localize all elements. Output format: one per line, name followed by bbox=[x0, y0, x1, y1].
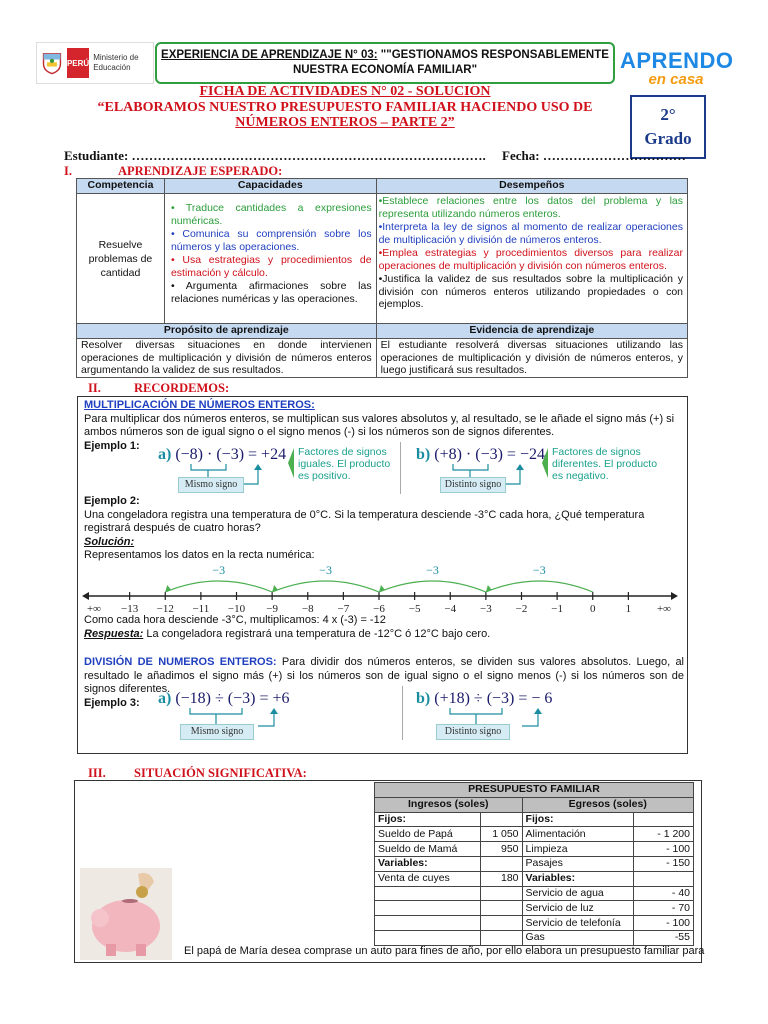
ej1-divider bbox=[400, 442, 401, 494]
budget-cell: -55 bbox=[634, 930, 694, 945]
student-line bbox=[64, 148, 686, 164]
number-line-label: −9 bbox=[266, 603, 278, 614]
number-line-label: −13 bbox=[121, 603, 139, 614]
table-row bbox=[375, 916, 694, 931]
number-line-label: −6 bbox=[373, 603, 385, 614]
capacidad-item: • Traduce cantidades a expresiones numéricas. bbox=[170, 202, 372, 227]
budget-cell: - 150 bbox=[634, 856, 694, 871]
ejemplo-2-label: Ejemplo 2: bbox=[84, 495, 140, 507]
budget-cell: 950 bbox=[480, 842, 522, 857]
budget-cell: Gas bbox=[522, 930, 634, 945]
table-row bbox=[375, 901, 694, 916]
jump-label: −3 bbox=[212, 563, 226, 577]
budget-cell: 180 bbox=[480, 871, 522, 886]
number-line-label: −1 bbox=[551, 603, 563, 614]
ficha-title-line3: NÚMEROS ENTEROS – PARTE 2” bbox=[235, 115, 455, 130]
competencia-cell: Resuelve problemas de cantidad bbox=[77, 194, 165, 324]
capacidad-item: • Usa estrategias y procedimientos de estimación y cálculo. bbox=[170, 254, 372, 279]
jump-arrowhead bbox=[379, 585, 385, 592]
jump-arc bbox=[165, 581, 272, 592]
section-2-title bbox=[88, 381, 229, 396]
ejemplo-2-text: Una congeladora registra una temperatura de 0°C. Si la temperatura desciende -3°C cada hora, ¿Qué temperatura registrará después de cuatro horas? bbox=[84, 508, 645, 534]
div-text: Para dividir dos números enteros, se dividen sus valores absolutos. Luego, al resultado le añadimos el signo más (+) si los números son de igual signo o el signo menos (-) si los números son de signos diferentes. bbox=[84, 656, 684, 695]
budget-cell: Limpieza bbox=[522, 842, 634, 857]
fecha-field[interactable]: Fecha: …………………………… bbox=[502, 148, 686, 163]
ej1a-note: Factores de signos iguales. El producto es positivo. bbox=[298, 446, 391, 482]
axis-arrow-right bbox=[671, 592, 678, 600]
header-desempenos: Desempeños bbox=[376, 179, 687, 194]
ejemplo-3-label: Ejemplo 3: bbox=[84, 696, 140, 709]
section-3-title bbox=[88, 766, 307, 781]
number-line bbox=[80, 562, 680, 614]
number-line-label: −11 bbox=[192, 603, 210, 614]
ejemplo-2-answer bbox=[84, 614, 684, 641]
jump-arrowhead bbox=[486, 585, 492, 592]
table-row bbox=[375, 886, 694, 901]
ej1b-note: Factores de signos diferentes. El producto es negativo. bbox=[552, 446, 658, 482]
ficha-title bbox=[62, 84, 628, 131]
ej1b-bracket-icon bbox=[540, 448, 550, 478]
desempeno-item: •Interpreta la ley de signos al momento de realizar operaciones de multiplicación y división de números enteros. bbox=[378, 221, 683, 246]
div-title: DIVISIÓN DE NUMEROS ENTEROS: bbox=[84, 656, 277, 668]
number-line-label: 1 bbox=[625, 603, 632, 614]
solucion-label: Solución: bbox=[84, 535, 135, 548]
section-1-num: I. bbox=[64, 164, 72, 178]
situacion-text: El papá de María desea comprase un auto para fines de año, por ello elabora un presupuesto familiar para bbox=[184, 945, 705, 957]
axis-arrow-left bbox=[82, 592, 89, 600]
ejemplo-1-label: Ejemplo 1: bbox=[84, 439, 140, 452]
budget-cell: - 40 bbox=[634, 886, 694, 901]
calc-text: Como cada hora desciende -3°C, multiplicamos: 4 x (-3) = -12 bbox=[84, 614, 386, 626]
budget-cell: Sueldo de Papá bbox=[375, 827, 481, 842]
piggy-bank-icon bbox=[80, 868, 172, 960]
respuesta-label: Respuesta: bbox=[84, 627, 144, 640]
aprendo-en-casa-logo bbox=[620, 50, 732, 87]
en-casa-text: en casa bbox=[648, 71, 704, 88]
ej3a-eq: (−18) ÷ (−3) = +6 bbox=[175, 690, 290, 707]
experiencia-title-1: ""GESTIONAMOS RESPONSABLEMENTE bbox=[377, 49, 609, 61]
ej1b-signo: Distinto signo bbox=[440, 477, 506, 493]
budget-cell: - 70 bbox=[634, 901, 694, 916]
desempeno-item: •Establece relaciones entre los datos del problema y las representa utilizando números enteros. bbox=[378, 195, 683, 220]
respuesta-text: La congeladora registrará una temperatura de -12°C ó 12°C bajo cero. bbox=[143, 627, 491, 640]
number-line-label: −8 bbox=[301, 603, 314, 614]
number-line-label: −3 bbox=[480, 603, 492, 614]
table-row bbox=[375, 842, 694, 857]
budget-cell: 1 050 bbox=[480, 827, 522, 842]
ej1a-signo: Mismo signo bbox=[178, 477, 244, 493]
budget-cell: - 100 bbox=[634, 842, 694, 857]
header-competencia: Competencia bbox=[77, 179, 165, 194]
jump-arc bbox=[486, 581, 593, 592]
representamos-text: Representamos los datos en la recta numérica: bbox=[84, 549, 315, 561]
ej1a-arrows-icon bbox=[176, 462, 276, 486]
number-line-label: −7 bbox=[337, 603, 350, 614]
competencias-table bbox=[76, 178, 688, 378]
budget-cell: Sueldo de Mamá bbox=[375, 842, 481, 857]
estudiante-field[interactable]: Estudiante: ………………………………………………………………………. bbox=[64, 148, 486, 163]
ej1b-label: b) bbox=[416, 446, 431, 463]
ingresos-fijos-label: Fijos: bbox=[375, 812, 481, 827]
egresos-fijos-label: Fijos: bbox=[522, 812, 634, 827]
jump-arc bbox=[272, 581, 379, 592]
capacidad-item: • Argumenta afirmaciones sobre las relaciones numéricas y las operaciones. bbox=[170, 280, 372, 305]
jump-arrowhead bbox=[272, 585, 278, 592]
capacidad-item: • Comunica su comprensión sobre los números y las operaciones. bbox=[170, 228, 372, 253]
section-2-num: II. bbox=[88, 381, 101, 395]
aprendo-text: APRENDO bbox=[620, 48, 734, 73]
number-line-label: +∞ bbox=[86, 603, 102, 614]
budget-title: PRESUPUESTO FAMILIAR bbox=[375, 783, 694, 798]
table-row bbox=[375, 856, 694, 871]
section-1-label: APRENDIZAJE ESPERADO: bbox=[118, 164, 283, 178]
budget-cell: - 100 bbox=[634, 916, 694, 931]
budget-cell: Venta de cuyes bbox=[375, 871, 481, 886]
ejemplo-2-block bbox=[84, 495, 684, 563]
number-line-label: −5 bbox=[408, 603, 421, 614]
number-line-label: −4 bbox=[444, 603, 457, 614]
jump-arc bbox=[379, 581, 486, 592]
table-row bbox=[375, 930, 694, 945]
ej3-divider bbox=[402, 686, 403, 740]
ej1b-eq: (+8) · (−3) = −24 bbox=[434, 446, 545, 463]
budget-cell: Servicio de agua bbox=[522, 886, 634, 901]
ficha-title-line1: FICHA DE ACTIVIDADES N° 02 - SOLUCION bbox=[199, 84, 491, 99]
peru-shield-icon bbox=[40, 46, 64, 80]
jump-label: −3 bbox=[319, 563, 332, 577]
experiencia-label: EXPERIENCIA DE APRENDIZAJE N° 03: bbox=[161, 49, 378, 61]
capacidades-cell bbox=[164, 194, 376, 324]
egresos-variables-label: Variables: bbox=[522, 871, 634, 886]
header-evidencia: Evidencia de aprendizaje bbox=[376, 324, 687, 339]
mult-text: Para multiplicar dos números enteros, se multiplican sus valores absolutos y, al resultado, se le añade el signo más (+) si ambos números son de igual signo o el signo menos (-) si los números son de signos diferentes. bbox=[84, 412, 675, 438]
header-proposito: Propósito de aprendizaje bbox=[77, 324, 377, 339]
table-row bbox=[375, 871, 694, 886]
number-line-label: −12 bbox=[156, 603, 174, 614]
ingresos-variables-label: Variables: bbox=[375, 856, 481, 871]
table-row bbox=[375, 827, 694, 842]
section-3-num: III. bbox=[88, 766, 106, 780]
section-3-label: SITUACIÓN SIGNIFICATIVA: bbox=[134, 766, 307, 780]
grade-label: Grado bbox=[644, 129, 692, 148]
budget-cell: Servicio de luz bbox=[522, 901, 634, 916]
jump-label: −3 bbox=[532, 563, 546, 577]
budget-cell: Pasajes bbox=[522, 856, 634, 871]
ej3b-eq: (+18) ÷ (−3) = − 6 bbox=[434, 690, 553, 707]
number-line-label: 0 bbox=[590, 603, 596, 614]
budget-table bbox=[374, 782, 694, 946]
jump-arrowhead bbox=[165, 585, 171, 592]
ej3b-signo: Distinto signo bbox=[436, 724, 510, 740]
ej1b-arrows-icon bbox=[438, 462, 538, 486]
ej3a-label: a) bbox=[158, 690, 172, 707]
budget-cell: - 1 200 bbox=[634, 827, 694, 842]
jump-label: −3 bbox=[426, 563, 439, 577]
minedu-logo bbox=[36, 42, 154, 84]
section-1-title bbox=[64, 164, 282, 179]
budget-cell: Alimentación bbox=[522, 827, 634, 842]
ej1a-bracket-icon bbox=[286, 448, 296, 478]
desempeno-item: •Emplea estrategias y procedimientos diversos para realizar operaciones de multiplicación y división con números enteros. bbox=[378, 247, 683, 272]
mult-title: MULTIPLICACIÓN DE NÚMEROS ENTEROS: bbox=[84, 399, 315, 411]
proposito-cell: Resolver diversas situaciones en donde intervienen operaciones de multiplicación y división de números enteros argumentando la validez de sus resultados. bbox=[77, 339, 377, 378]
experiencia-box bbox=[155, 42, 615, 84]
number-line-label: −2 bbox=[515, 603, 528, 614]
number-line-label: +∞ bbox=[656, 603, 672, 614]
ej3b-label: b) bbox=[416, 690, 431, 707]
number-line-label: −10 bbox=[227, 603, 246, 614]
evidencia-cell: El estudiante resolverá diversas situaciones utilizando las operaciones de multiplicación y división de números enteros, y luego justificará sus resultados. bbox=[376, 339, 687, 378]
budget-cell: Servicio de telefonía bbox=[522, 916, 634, 931]
experiencia-title-2: NUESTRA ECONOMÍA FAMILIAR" bbox=[292, 64, 478, 76]
ej1a-eq: (−8) · (−3) = +24 bbox=[175, 446, 287, 463]
ficha-title-line2: “ELABORAMOS NUESTRO PRESUPUESTO FAMILIAR HACIENDO USO DE bbox=[97, 99, 593, 115]
peru-label: PERÚ bbox=[67, 48, 89, 78]
header-capacidades: Capacidades bbox=[164, 179, 376, 194]
desempeno-item: •Justifica la validez de sus resultados sobre la multiplicación y división con números enteros utilizando propiedades o con ejemplos. bbox=[378, 273, 683, 310]
section-2-label: RECORDEMOS: bbox=[134, 381, 230, 395]
ej1a-label: a) bbox=[158, 446, 172, 463]
grade-number: 2° bbox=[660, 105, 676, 124]
budget-ingresos-header: Ingresos (soles) bbox=[375, 797, 523, 812]
ej3a-signo: Mismo signo bbox=[180, 724, 254, 740]
desempenos-cell bbox=[376, 194, 687, 324]
budget-egresos-header: Egresos (soles) bbox=[522, 797, 693, 812]
ministerio-label: Ministerio de Educación bbox=[93, 53, 139, 72]
